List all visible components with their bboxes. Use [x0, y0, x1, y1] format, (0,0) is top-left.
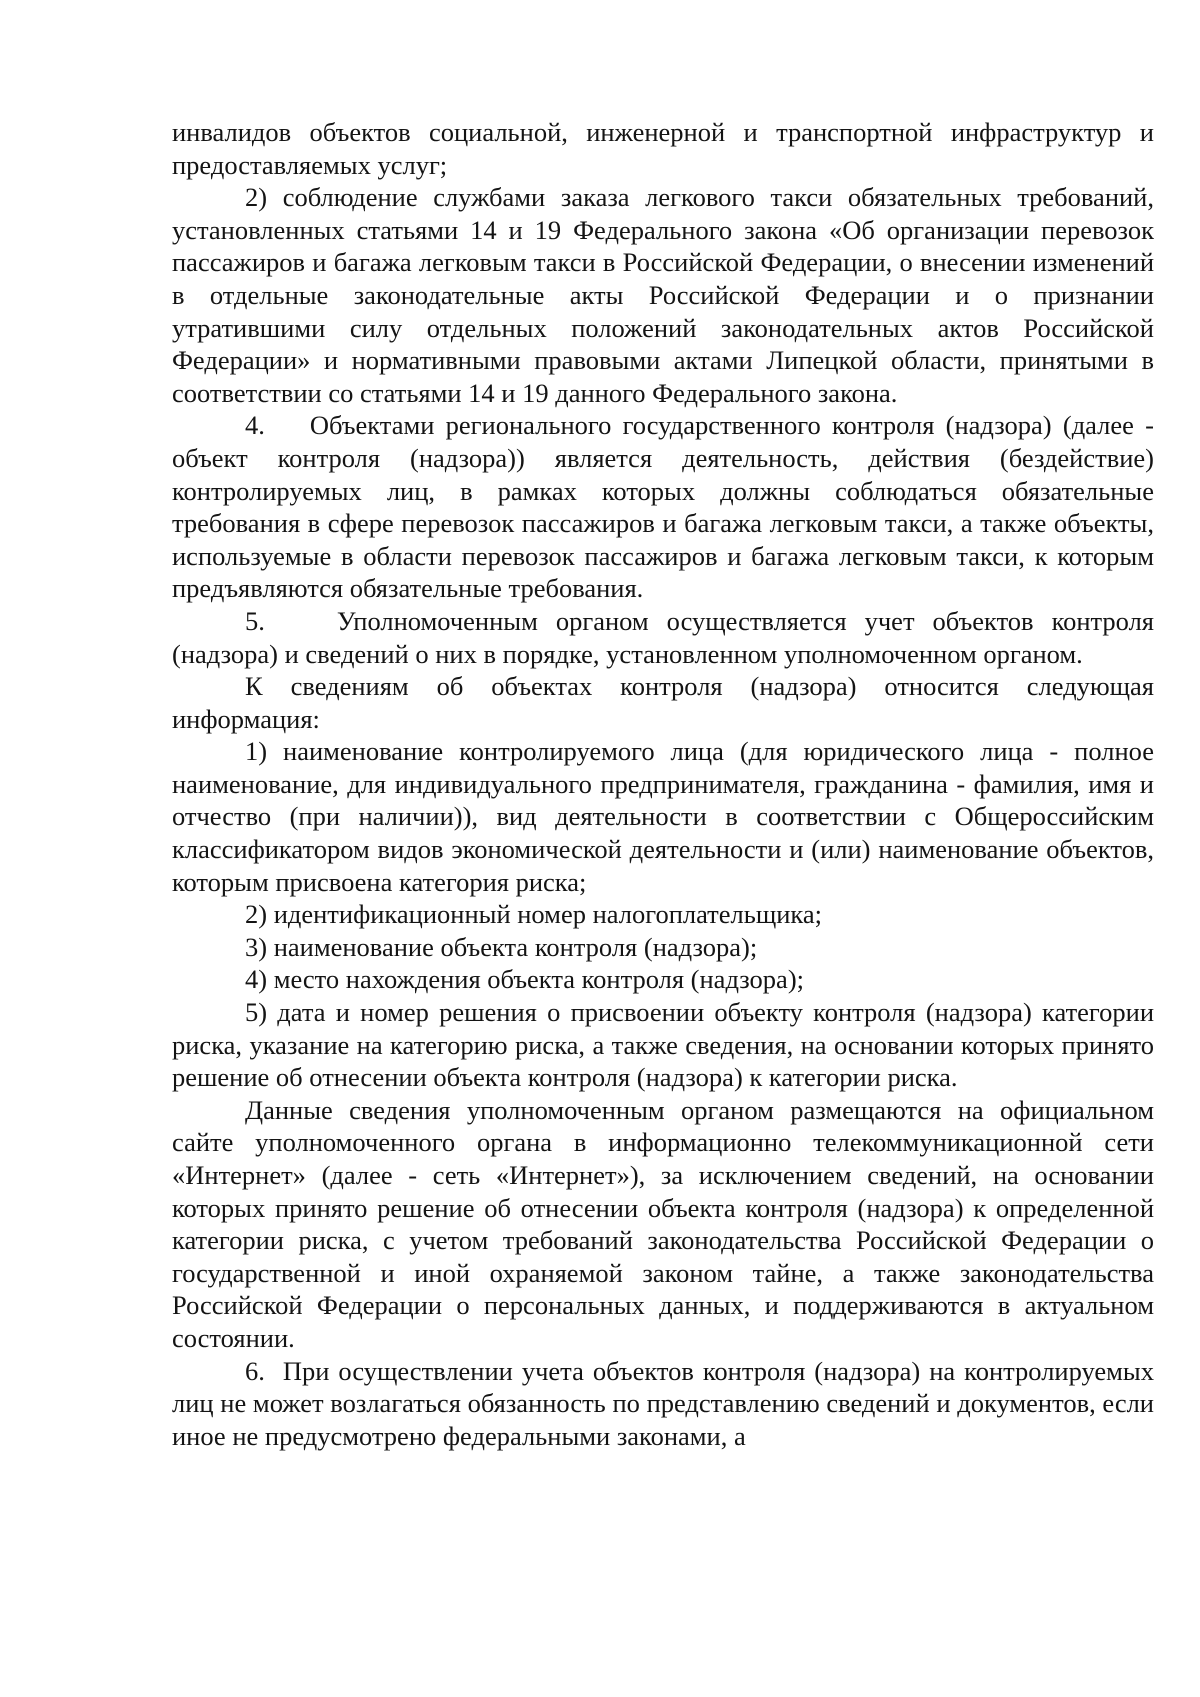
- list-item-3-object-name: 3) наименование объекта контроля (надзора);: [245, 931, 758, 962]
- paragraph-5-accounting: 5. Уполномоченным органом осуществляется учет объектов контроля (надзора) и сведений о них в порядке, установленном уполномоченном органом.: [172, 605, 1154, 669]
- paragraph-6-obligations: 6. При осуществлении учета объектов контроля (надзора) на контролируемых лиц не может возлагаться обязанность по представлению сведений и документов, если иное не предусмотрено федеральными законами, а: [172, 1355, 1154, 1451]
- list-item-2-inn: 2) идентификационный номер налогоплательщика;: [245, 899, 823, 930]
- list-item-1-name: 1) наименование контролируемого лица (для юридического лица - полное наименование, для индивидуального предпринимателя, гражданина - фамилия, имя и отчество (при наличии)), вид деятельности в соответствии с Общероссийским классификатором видов экономической деятельности и (или) наименование объектов, которым присвоена категория риска;: [172, 736, 1154, 897]
- list-item-5-risk-decision: 5) дата и номер решения о присвоении объекту контроля (надзора) категории риска, указание на категорию риска, а также сведения, на основании которых принято решение об отнесении объекта контроля (надзора) к категории риска.: [172, 997, 1154, 1093]
- paragraph-item-2-taxi-services: 2) соблюдение службами заказа легкового такси обязательных требований, установленных статьями 14 и 19 Федерального закона «Об организации перевозок пассажиров и багажа легковым такси в Российской Федерации, о внесении изменений в отдельные законодательные акты Российской Федерации и о признании утратившими силу отдельных положений законодательных актов Российской Федерации» и нормативными правовыми актами Липецкой области, принятыми в соответствии со статьями 14 и 19 данного Федерального закона.: [172, 182, 1154, 408]
- document-body: [172, 116, 1154, 1452]
- paragraph-information-intro: К сведениям об объектах контроля (надзора) относится следующая информация:: [172, 671, 1154, 734]
- list-item-4-location: 4) место нахождения объекта контроля (надзора);: [245, 964, 805, 995]
- paragraph-publication: Данные сведения уполномоченным органом размещаются на официальном сайте уполномоченного органа в информационно телекоммуникационной сети «Интернет» (далее - сеть «Интернет»), за исключением сведений, на основании которых принято решение об отнесении объекта контроля (надзора) к определенной категории риска, с учетом требований законодательства Российской Федерации о государственной и иной охраняемой законом тайне, а также законодательства Российской Федерации о персональных данных, и поддерживаются в актуальном состоянии.: [172, 1094, 1154, 1353]
- paragraph-continuation: инвалидов объектов социальной, инженерной и транспортной инфраструктур и предоставляемых услуг;: [172, 117, 1154, 180]
- paragraph-4-control-objects: 4. Объектами регионального государственного контроля (надзора) (далее - объект контроля (надзора)) является деятельность, действия (бездействие) контролируемых лиц, в рамках которых должны соблюдаться обязательные требования в сфере перевозок пассажиров и багажа легковым такси, а также объекты, используемые в области перевозок пассажиров и багажа легковым такси, к которым предъявляются обязательные требования.: [172, 410, 1154, 604]
